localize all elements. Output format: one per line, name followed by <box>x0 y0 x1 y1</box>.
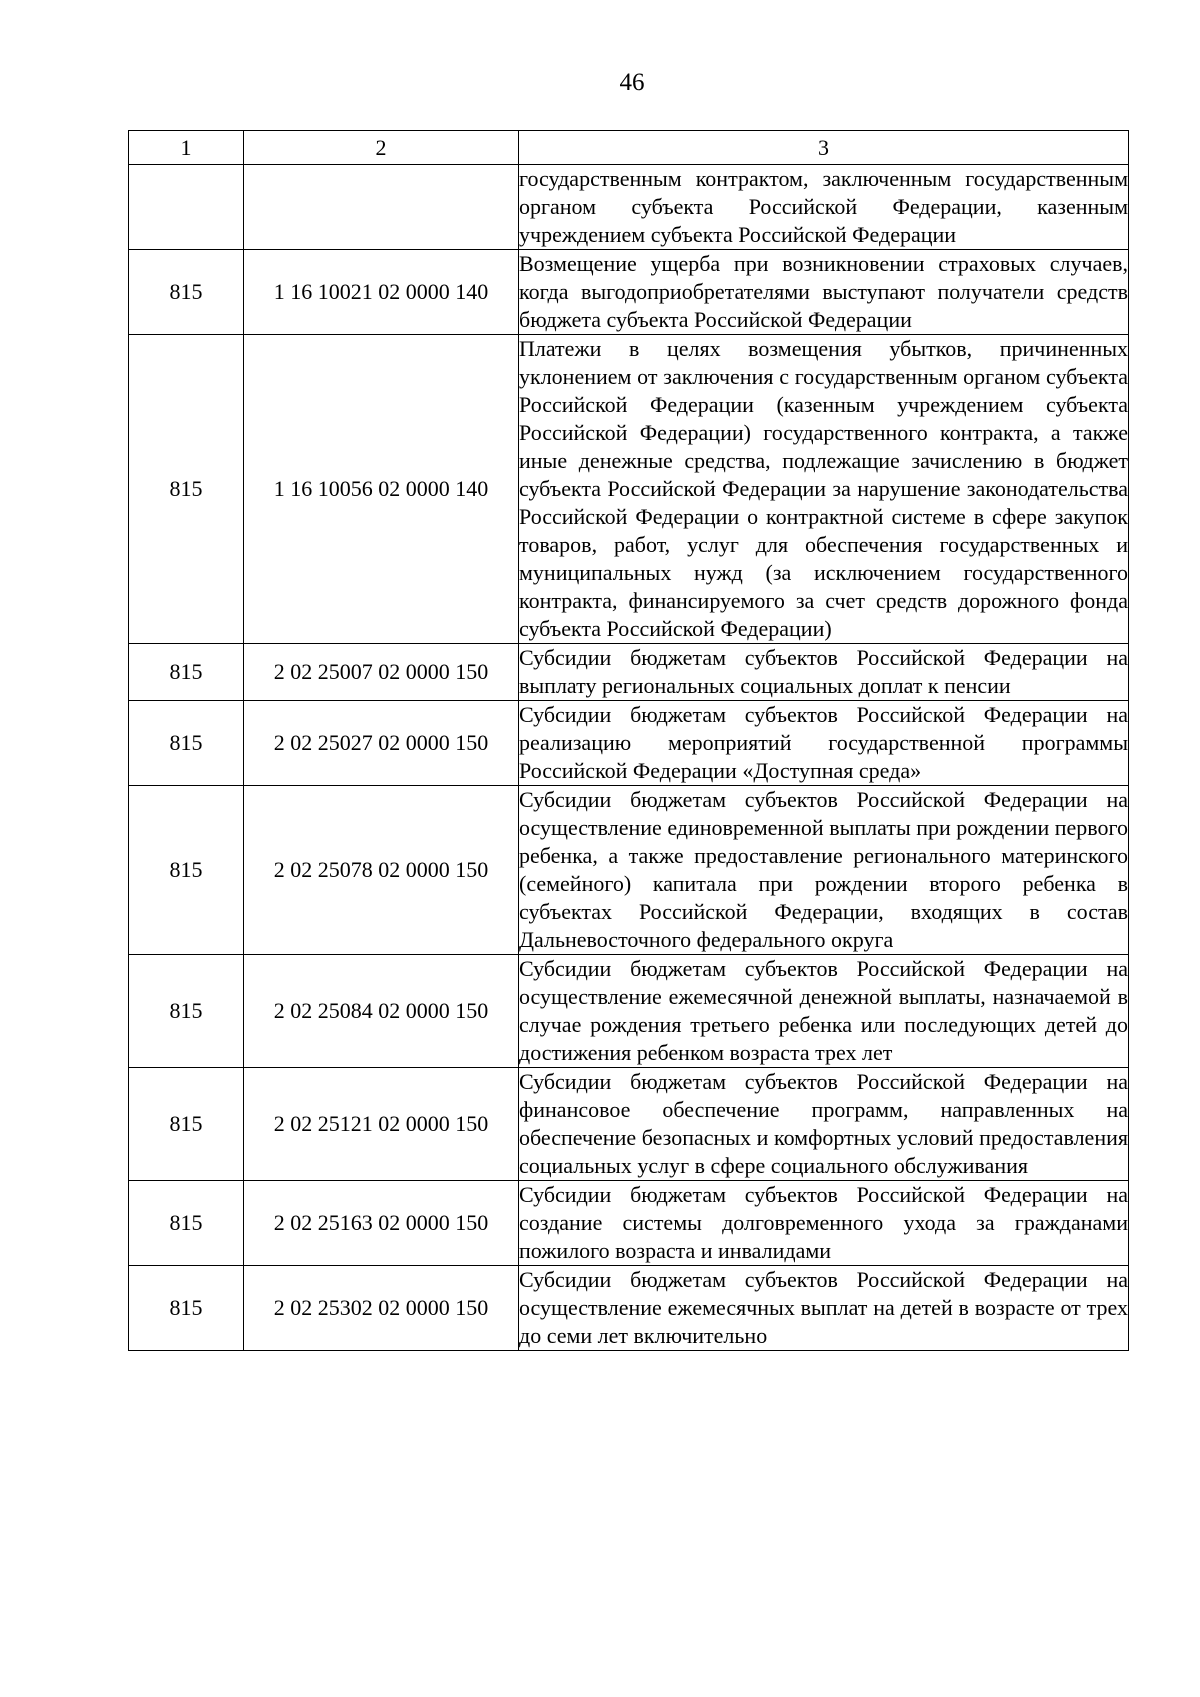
budget-code-cell: 2 02 25027 02 0000 150 <box>244 701 519 786</box>
description-cell: Субсидии бюджетам субъектов Российской Федерации на создание системы долговременного ухода за гражданами пожилого возраста и инвалидами <box>519 1181 1129 1266</box>
budget-code-cell: 2 02 25078 02 0000 150 <box>244 786 519 955</box>
description-cell: Субсидии бюджетам субъектов Российской Федерации на реализацию мероприятий государственной программы Российской Федерации «Доступная среда» <box>519 701 1129 786</box>
admin-code-cell: 815 <box>129 1068 244 1181</box>
page-number: 46 <box>619 69 645 96</box>
admin-code-cell: 815 <box>129 335 244 644</box>
description-cell: Субсидии бюджетам субъектов Российской Федерации на финансовое обеспечение программ, направленных на обеспечение безопасных и комфортных условий предоставления социальных услуг в сфере социального обслуживания <box>519 1068 1129 1181</box>
table-header-row <box>129 131 1129 165</box>
table-row <box>129 955 1129 1068</box>
column-header-2: 2 <box>244 131 519 165</box>
budget-code-cell: 1 16 10056 02 0000 140 <box>244 335 519 644</box>
budget-code-cell: 2 02 25163 02 0000 150 <box>244 1181 519 1266</box>
description-cell: Возмещение ущерба при возникновении страховых случаев, когда выгодоприобретателями выступают получатели средств бюджета субъекта Российской Федерации <box>519 250 1129 335</box>
budget-code-cell: 2 02 25121 02 0000 150 <box>244 1068 519 1181</box>
table-row <box>129 1266 1129 1351</box>
description-cell: Субсидии бюджетам субъектов Российской Федерации на осуществление ежемесячной денежной выплаты, назначаемой в случае рождения третьего ребенка или последующих детей до достижения ребенком возраста трех лет <box>519 955 1129 1068</box>
admin-code-cell: 815 <box>129 1266 244 1351</box>
budget-codes-table <box>128 130 1129 1351</box>
admin-code-cell <box>129 165 244 250</box>
description-cell: Субсидии бюджетам субъектов Российской Федерации на выплату региональных социальных доплат к пенсии <box>519 644 1129 701</box>
admin-code-cell: 815 <box>129 701 244 786</box>
table-row <box>129 1181 1129 1266</box>
table-row <box>129 250 1129 335</box>
table-row <box>129 165 1129 250</box>
budget-code-cell: 2 02 25302 02 0000 150 <box>244 1266 519 1351</box>
column-header-3: 3 <box>519 131 1129 165</box>
description-cell: государственным контрактом, заключенным государственным органом субъекта Российской Федерации, казенным учреждением субъекта Российской Федерации <box>519 165 1129 250</box>
table-row <box>129 1068 1129 1181</box>
description-cell: Субсидии бюджетам субъектов Российской Федерации на осуществление единовременной выплаты при рождении первого ребенка, а также предоставление регионального материнского (семейного) капитала при рождении второго ребенка в субъектах Российской Федерации, входящих в состав Дальневосточного федерального округа <box>519 786 1129 955</box>
admin-code-cell: 815 <box>129 955 244 1068</box>
admin-code-cell: 815 <box>129 786 244 955</box>
admin-code-cell: 815 <box>129 1181 244 1266</box>
budget-code-cell: 2 02 25084 02 0000 150 <box>244 955 519 1068</box>
table-row <box>129 701 1129 786</box>
budget-code-cell: 2 02 25007 02 0000 150 <box>244 644 519 701</box>
budget-code-cell: 1 16 10021 02 0000 140 <box>244 250 519 335</box>
admin-code-cell: 815 <box>129 250 244 335</box>
table-row <box>129 644 1129 701</box>
description-cell: Платежи в целях возмещения убытков, причиненных уклонением от заключения с государственным органом субъекта Российской Федерации (казенным учреждением субъекта Российской Федерации) государственного контракта, а также иные денежные средства, подлежащие зачислению в бюджет субъекта Российской Федерации за нарушение законодательства Российской Федерации о контрактной системе в сфере закупок товаров, работ, услуг для обеспечения государственных и муниципальных нужд (за исключением государственного контракта, финансируемого за счет средств дорожного фонда субъекта Российской Федерации) <box>519 335 1129 644</box>
description-cell: Субсидии бюджетам субъектов Российской Федерации на осуществление ежемесячных выплат на детей в возрасте от трех до семи лет включительно <box>519 1266 1129 1351</box>
budget-code-cell <box>244 165 519 250</box>
column-header-1: 1 <box>129 131 244 165</box>
table-row <box>129 786 1129 955</box>
admin-code-cell: 815 <box>129 644 244 701</box>
table-row <box>129 335 1129 644</box>
